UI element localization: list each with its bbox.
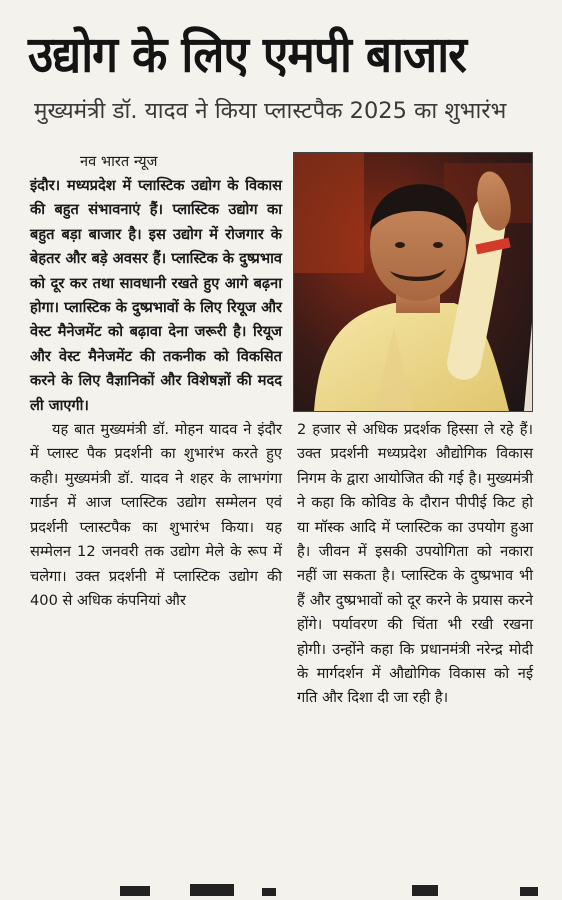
continuation-paragraph: 2 हजार से अधिक प्रदर्शक हिस्सा ले रहे हैं। उक्त प्रदर्शनी मध्यप्रदेश औद्योगिक विकास निगम के द्वारा आयोजित की गई है। मुख्यमंत्री ने कहा कि कोविड के दौरान पीपीई किट हो या मॉस्क आदि में प्लास्टिक का उपयोग हुआ है। जीवन में इसकी उपयोगिता को नकारा नहीं जा सकता है। प्लास्टिक के दुष्प्रभाव भी हैं और दुष्प्रभावों को दूर करने के प्रयास करने होंगे। पर्यावरण की चिंता भी रखी रखना होगी। उन्होंने कहा कि प्रधानमंत्री नरेन्द्र मोदी के मार्गदर्शन में औद्योगिक विकास को नई गति और दिशा दी जा रही है।	[297, 421, 533, 707]
lead-paragraph: इंदौर। मध्यप्रदेश में प्लास्टिक उद्योग के विकास की बहुत संभावनाएं हैं। प्लास्टिक उद्योग का बहुत बड़ा बाजार है। इस उद्योग में रोजगार के बेहतर और बड़े अवसर हैं। प्लास्टिक के दुष्प्रभाव को दूर कर तथा सावधानी रखते हुए आगे बढ़ना होगा। प्लास्टिक के दुष्प्रभावों के लिए रियूज और वेस्ट मैनेजमेंट को बढ़ावा देना जरूरी है। रियूज और वेस्ट मैनेजमेंट की तकनीक को विकसित करने के लिए वैज्ञानिकों और विशेषज्ञों की मदद ली जाएगी।	[30, 177, 282, 414]
cropped-text-fragments	[0, 868, 562, 896]
headline: उद्योग के लिए एमपी बाजार	[28, 24, 466, 84]
chief-minister-photo	[293, 152, 533, 412]
next-article-strip	[0, 868, 562, 896]
subheadline: मुख्यमंत्री डॉ. यादव ने किया प्लास्टपैक 2025 का शुभारंभ	[34, 98, 507, 124]
left-column	[30, 150, 282, 613]
right-column	[297, 418, 533, 711]
portrait-illustration	[294, 153, 532, 411]
body-paragraph: यह बात मुख्यमंत्री डॉ. मोहन यादव ने इंदौर में प्लास्ट पैक प्रदर्शनी का शुभारंभ करते हुए कही। मुख्यमंत्री डॉ. यादव ने शहर के लाभगंगा गार्डन में आज प्लास्टिक उद्योग सम्मेलन एवं प्रदर्शनी प्लास्टपैक का शुभारंभ किया। यह सम्मेलन 12 जनवरी तक उद्योग मेले के रूप में चलेगा। उक्त प्रदर्शनी में प्लास्टिक उद्योग की 400 से अधिक कंपनियां और	[30, 421, 282, 609]
byline: नव भारत न्यूज	[80, 153, 158, 170]
